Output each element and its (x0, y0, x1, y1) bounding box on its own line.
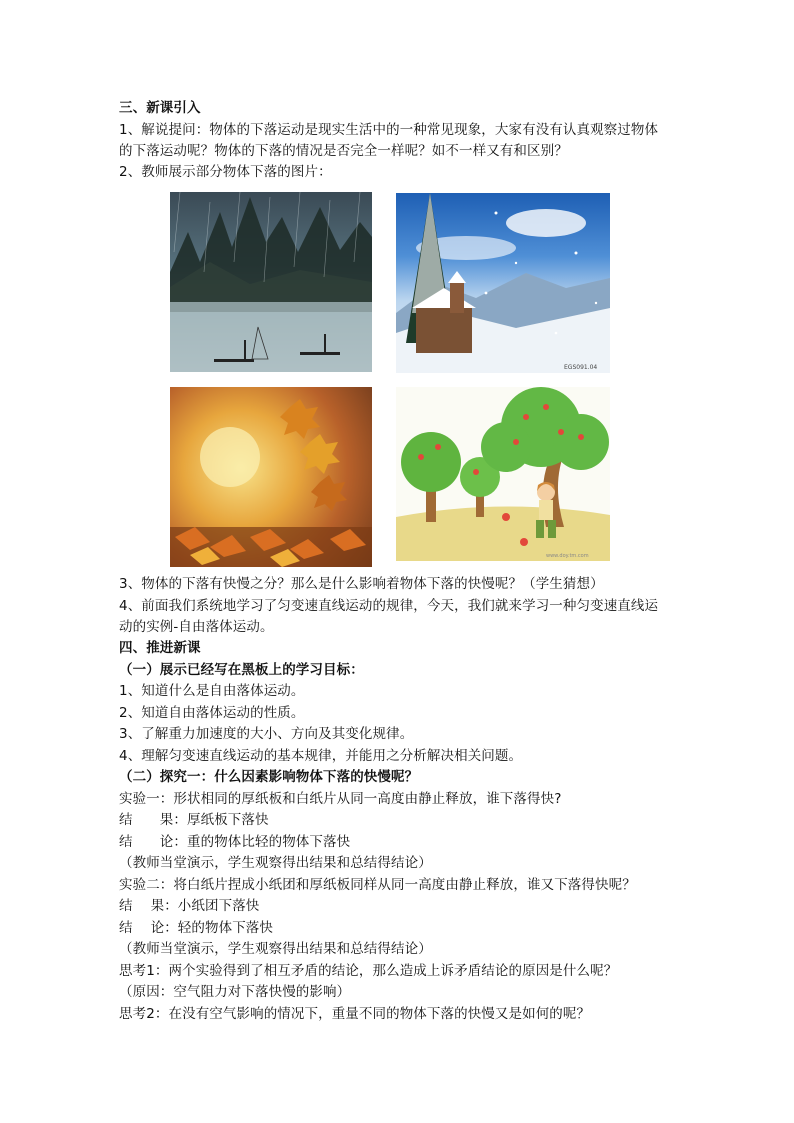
image-watermark: EGS091.04 (564, 364, 598, 371)
think-question-2: 思考2：在没有空气影响的情况下，重量不同的物体下落的快慢又是如何的呢？ (119, 1006, 591, 1022)
paragraph-question-3: 3、物体的下落有快慢之分？那么是什么影响着物体下落的快慢呢？（学生猜想） (119, 576, 604, 592)
snowy-church-image (396, 193, 610, 373)
experiment-2-note: （教师当堂演示，学生观察得出结果和总结得结论） (119, 941, 432, 957)
experiment-2-result: 结 果：小纸团下落快 (119, 898, 260, 914)
subsection-title-explore: （二）探究一：什么因素影响物体下落的快慢呢？ (119, 769, 419, 785)
section-title-new-content: 四、推进新课 (119, 640, 201, 656)
experiment-2: 实验二：将白纸片捏成小纸团和厚纸板同样从同一高度由静止释放，谁又下落得快呢？ (119, 877, 636, 893)
image-credit: www.doy.tm.com (546, 553, 589, 559)
experiment-1-result: 结 果：厚纸板下落快 (119, 812, 269, 828)
goal-item-1: 1、知道什么是自由落体运动。 (119, 683, 305, 699)
experiment-1-conclusion: 结 论：重的物体比轻的物体下落快 (119, 834, 351, 850)
autumn-leaves-image (170, 387, 372, 567)
think-question-1: 思考1：两个实验得到了相互矛盾的结论，那么造成上诉矛盾结论的原因是什么呢？ (119, 963, 618, 979)
think-question-1-reason: （原因：空气阻力对下落快慢的影响） (119, 984, 351, 1000)
goal-item-4: 4、理解匀变速直线运动的基本规律，并能用之分析解决相关问题。 (119, 748, 523, 764)
section-title-new-lesson: 三、新课引入 (119, 100, 201, 116)
paragraph-intro-4a: 4、前面我们系统地学习了匀变速直线运动的规律，今天，我们就来学习一种匀变速直线运 (119, 598, 659, 614)
goal-item-2: 2、知道自由落体运动的性质。 (119, 705, 305, 721)
subsection-title-goals: （一）展示已经写在黑板上的学习目标： (119, 662, 364, 678)
experiment-2-conclusion: 结 论：轻的物体下落快 (119, 920, 273, 936)
paragraph-intro-4b: 动的实例-自由落体运动。 (119, 619, 274, 635)
experiment-1: 实验一：形状相同的厚纸板和白纸片从同一高度由静止释放，谁下落得快? (119, 791, 562, 807)
experiment-1-note: （教师当堂演示，学生观察得出结果和总结得结论） (119, 855, 432, 871)
paragraph-question-1b: 的下落运动呢？物体的下落的情况是否完全一样呢？如不一样又有和区别？ (119, 143, 568, 159)
goal-item-3: 3、了解重力加速度的大小、方向及其变化规律。 (119, 726, 414, 742)
rainy-landscape-image (170, 192, 372, 372)
paragraph-question-1a: 1、解说提问：物体的下落运动是现实生活中的一种常见现象，大家有没有认真观察过物体 (119, 122, 659, 138)
paragraph-show-pictures: 2、教师展示部分物体下落的图片： (119, 164, 332, 180)
apple-tree-cartoon-image (396, 387, 610, 561)
